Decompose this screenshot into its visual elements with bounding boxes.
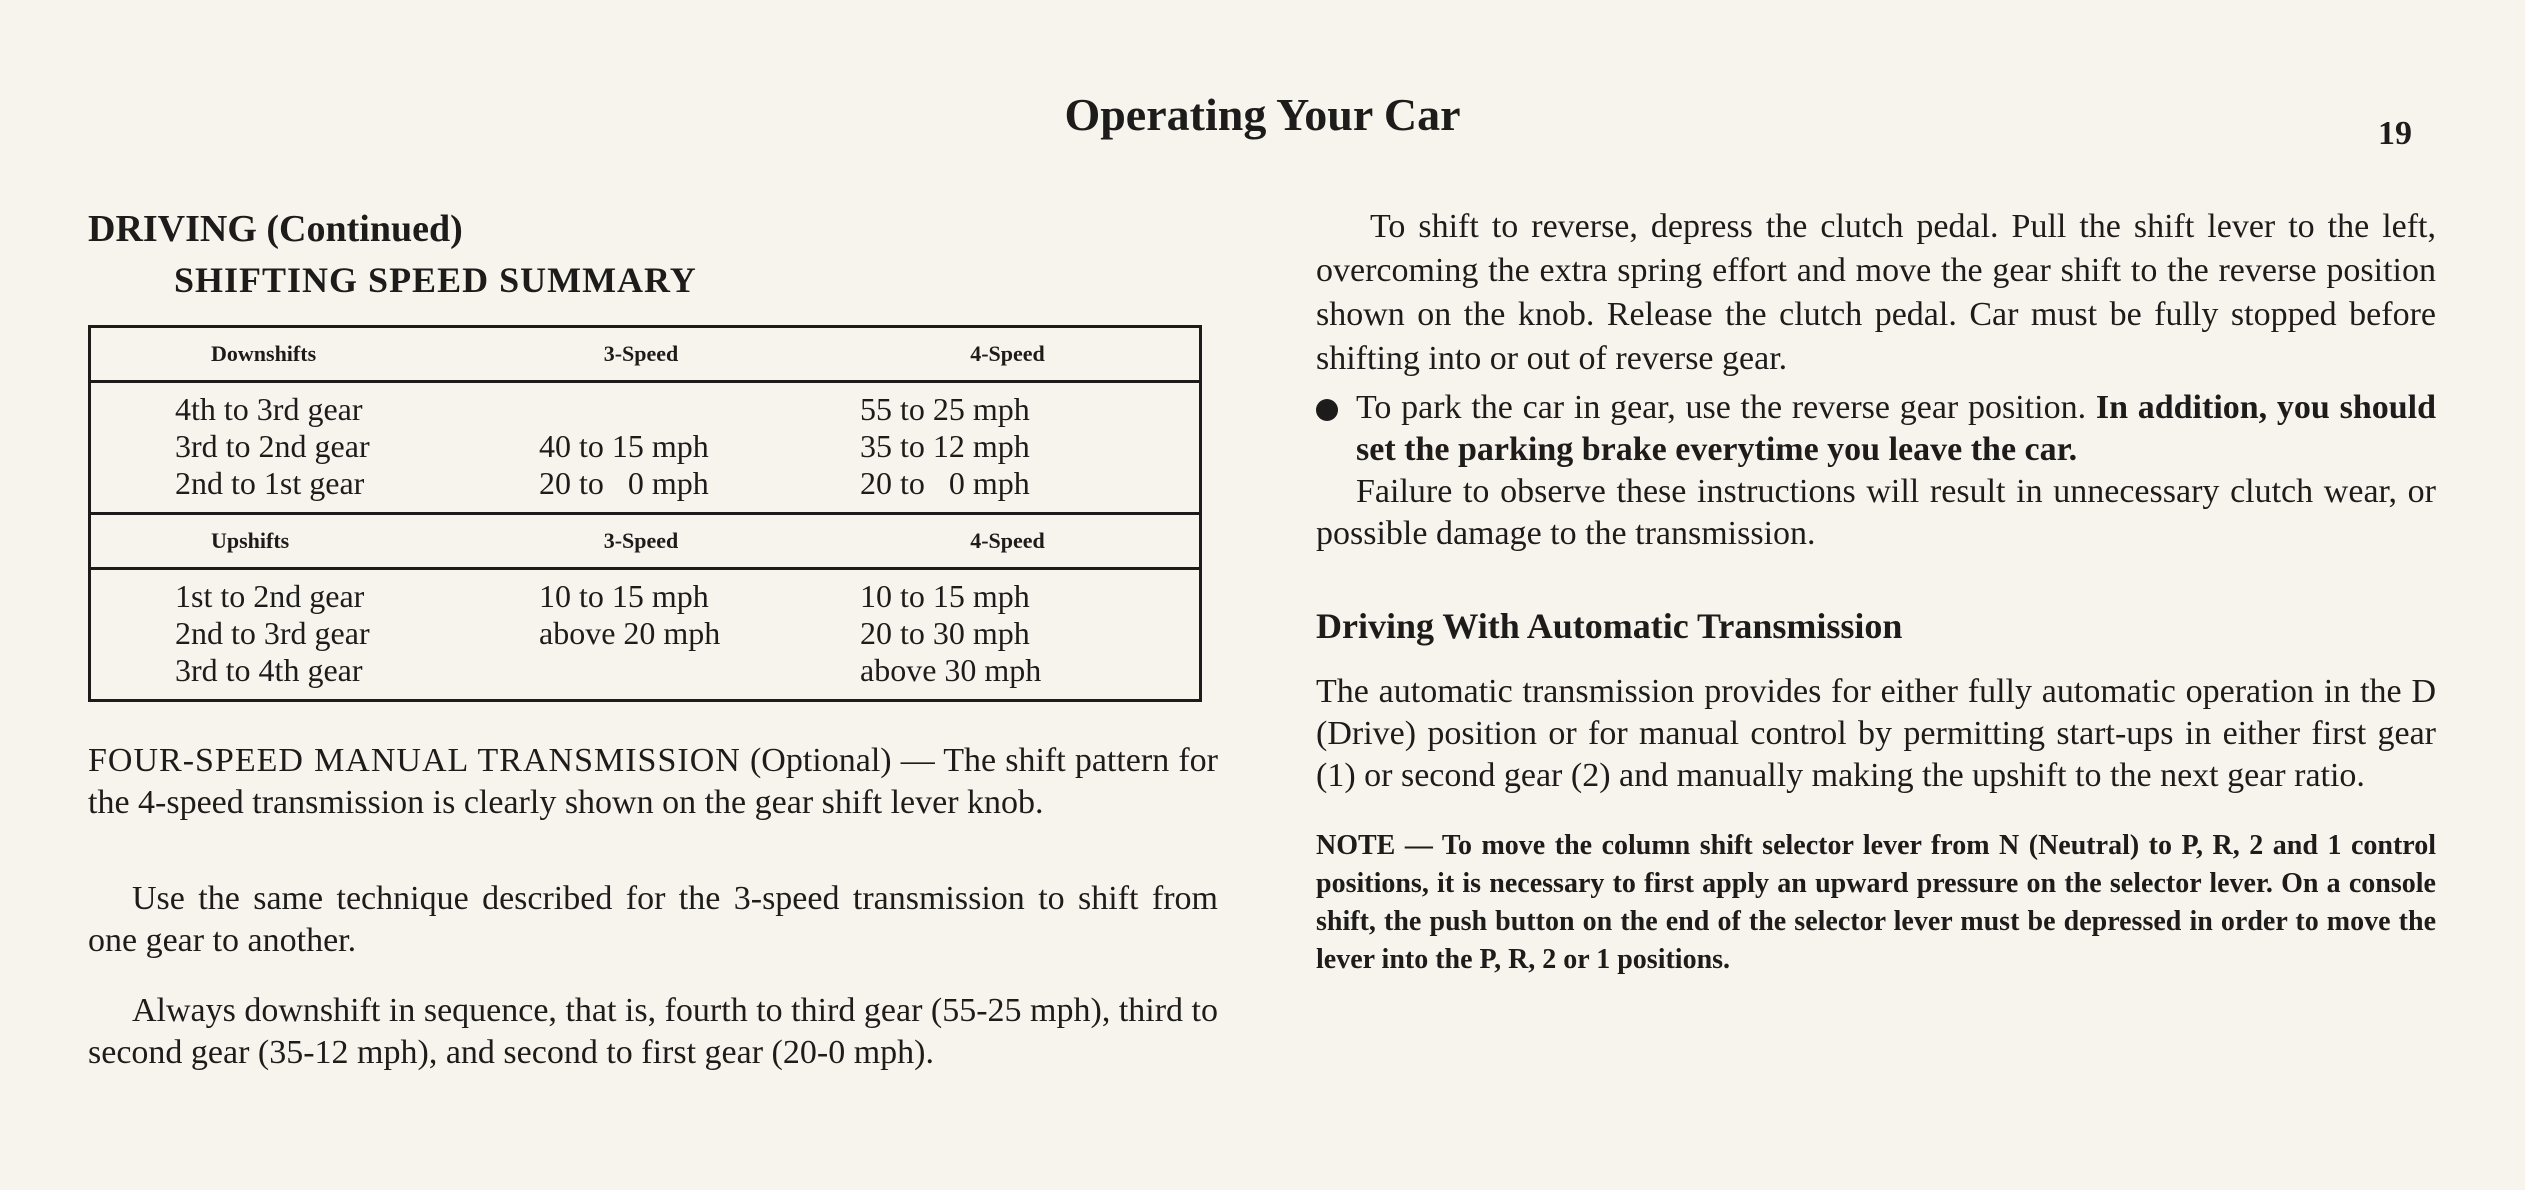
table-header-4speed: 4-Speed bbox=[816, 328, 1199, 383]
park-bullet bbox=[1316, 387, 2436, 471]
table-header-4speed: 4-Speed bbox=[816, 515, 1199, 570]
left-column bbox=[88, 205, 1218, 1074]
table-cell: 40 to 15 mph bbox=[539, 428, 709, 464]
automatic-paragraph: The automatic transmission provides for either fully automatic operation in the D (Drive) position or for manual control by permitting start-ups in either first gear (1) or second gear (2) and manually making the upshift to the next gear ratio. bbox=[1316, 673, 2436, 794]
table-cell: 20 to 0 mph bbox=[860, 465, 1030, 501]
table-cell: 1st to 2nd gear bbox=[175, 578, 365, 614]
shifting-speed-table bbox=[88, 325, 1202, 702]
section-heading: DRIVING (Continued) bbox=[88, 208, 463, 250]
park-bold: In addition, you should set the parking brake everytime you leave the car. bbox=[1356, 389, 2437, 468]
right-column bbox=[1316, 205, 2436, 979]
four-speed-lead: FOUR-SPEED MANUAL TRANSMISSION bbox=[88, 742, 741, 779]
table-header-upshifts: Upshifts bbox=[91, 515, 466, 570]
downshift-paragraph: Always downshift in sequence, that is, fourth to third gear (55-25 mph), third to second gear (35-12 mph), and second to first gear (20-0 mph). bbox=[88, 992, 1218, 1071]
table-cell: 10 to 15 mph bbox=[539, 578, 709, 614]
automatic-heading: Driving With Automatic Transmission bbox=[1316, 606, 1903, 646]
four-speed-text: (Optional) — The shift pattern for the 4-speed transmission is clearly shown on the gear shift lever knob. bbox=[88, 742, 1218, 821]
downshift-gears bbox=[91, 383, 466, 512]
table-cell bbox=[539, 652, 816, 689]
table-header-downshifts: Downshifts bbox=[91, 328, 466, 383]
table-cell: 20 to 30 mph bbox=[860, 615, 1030, 651]
downshift-3speed bbox=[466, 383, 816, 512]
table-header-3speed: 3-Speed bbox=[466, 515, 816, 570]
page-number: 19 bbox=[2378, 115, 2412, 152]
bullet-icon bbox=[1316, 399, 1338, 421]
table-cell: 4th to 3rd gear bbox=[175, 391, 363, 427]
upshift-4speed bbox=[816, 570, 1199, 699]
park-text: To park the car in gear, use the reverse gear position. bbox=[1356, 389, 2087, 426]
upshift-3speed bbox=[466, 570, 816, 699]
upshift-gears bbox=[91, 570, 466, 699]
failure-paragraph: Failure to observe these instructions will result in unnecessary clutch wear, or possible damage to the transmission. bbox=[1316, 473, 2436, 552]
table-cell: above 20 mph bbox=[539, 615, 721, 651]
table-cell: 3rd to 4th gear bbox=[175, 652, 363, 688]
table-header-3speed: 3-Speed bbox=[466, 328, 816, 383]
table-cell: 55 to 25 mph bbox=[860, 391, 1030, 427]
four-speed-paragraph bbox=[88, 740, 1218, 824]
table-cell: 10 to 15 mph bbox=[860, 578, 1030, 614]
table-cell bbox=[539, 391, 816, 428]
downshift-4speed bbox=[816, 383, 1199, 512]
table-cell: 35 to 12 mph bbox=[860, 428, 1030, 464]
note-paragraph: NOTE — To move the column shift selector lever from N (Neutral) to P, R, 2 and 1 control positions, it is necessary to first apply an upward pressure on the selector lever. On a console shift, the push button on the end of the selector lever must be depressed in order to move the lever into the P, R, 2 or 1 positions. bbox=[1316, 830, 2436, 975]
table-cell: 3rd to 2nd gear bbox=[175, 428, 370, 464]
technique-paragraph: Use the same technique described for the 3-speed transmission to shift from one gear to another. bbox=[88, 880, 1218, 959]
table-cell: 2nd to 3rd gear bbox=[175, 615, 370, 651]
park-paragraph bbox=[1356, 387, 2436, 471]
reverse-paragraph: To shift to reverse, depress the clutch pedal. Pull the shift lever to the left, overcoming the extra spring effort and move the gear shift to the reverse position shown on the knob. Release the clutch pedal. Car must be fully stopped before shifting into or out of reverse gear. bbox=[1316, 208, 2436, 377]
table-cell: above 30 mph bbox=[860, 652, 1042, 688]
table-cell: 20 to 0 mph bbox=[539, 465, 709, 501]
page-title: Operating Your Car bbox=[1064, 89, 1461, 140]
section-subheading: SHIFTING SPEED SUMMARY bbox=[174, 260, 697, 300]
table-cell: 2nd to 1st gear bbox=[175, 465, 365, 501]
